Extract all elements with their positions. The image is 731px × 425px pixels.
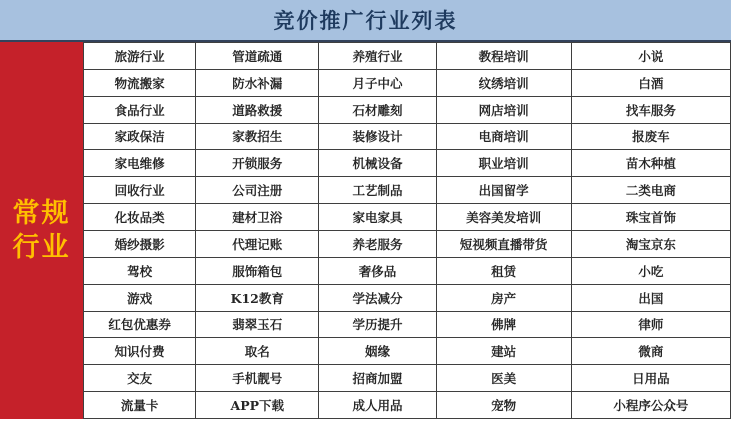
table-cell: 机械设备 <box>319 150 436 177</box>
table-cell: 翡翠玉石 <box>196 312 319 339</box>
table-cell: 学法减分 <box>319 285 436 312</box>
table-cell: 管道疏通 <box>196 43 319 70</box>
table-cell: 小吃 <box>572 258 731 285</box>
table-cell: 月子中心 <box>319 70 436 97</box>
table-cell: 取名 <box>196 338 319 365</box>
table-cell: 短视频直播带货 <box>437 231 572 258</box>
table-cell: 微商 <box>572 338 731 365</box>
table-cell: 道路救援 <box>196 97 319 124</box>
table-cell: 流量卡 <box>84 392 196 419</box>
table-cell: APP下载 <box>196 392 319 419</box>
sidebar-category <box>0 42 83 419</box>
bottom-margin <box>0 419 731 425</box>
table-cell: 工艺制品 <box>319 177 436 204</box>
table-cell: 宠物 <box>437 392 572 419</box>
table-cell: 小程序公众号 <box>572 392 731 419</box>
table-cell: 家政保洁 <box>84 124 196 151</box>
table-cell: 成人用品 <box>319 392 436 419</box>
table-cell: 化妆品类 <box>84 204 196 231</box>
table-cell: 美容美发培训 <box>437 204 572 231</box>
table-cell: 回收行业 <box>84 177 196 204</box>
table-cell: 建站 <box>437 338 572 365</box>
table-cell: 淘宝京东 <box>572 231 731 258</box>
table-cell: 医美 <box>437 365 572 392</box>
table-cell: 旅游行业 <box>84 43 196 70</box>
table-cell: K12教育 <box>196 285 319 312</box>
table-cell: 游戏 <box>84 285 196 312</box>
table-cell: 食品行业 <box>84 97 196 124</box>
table-cell: 招商加盟 <box>319 365 436 392</box>
table-cell: 出国 <box>572 285 731 312</box>
table-cell: 石材雕刻 <box>319 97 436 124</box>
table-cell: 白酒 <box>572 70 731 97</box>
table-cell: 职业培训 <box>437 150 572 177</box>
table-cell: 防水补漏 <box>196 70 319 97</box>
table-cell: 知识付费 <box>84 338 196 365</box>
table-cell: 纹绣培训 <box>437 70 572 97</box>
industry-table <box>83 42 731 419</box>
table-cell: 苗木种植 <box>572 150 731 177</box>
table-cell: 家电家具 <box>319 204 436 231</box>
table-cell: 物流搬家 <box>84 70 196 97</box>
table-cell: 二类电商 <box>572 177 731 204</box>
page-header <box>0 0 731 42</box>
table-cell: 找车服务 <box>572 97 731 124</box>
table-cell: 养殖行业 <box>319 43 436 70</box>
table-cell: 佛牌 <box>437 312 572 339</box>
table-cell: 公司注册 <box>196 177 319 204</box>
table-cell: 手机靓号 <box>196 365 319 392</box>
table-cell: 家电维修 <box>84 150 196 177</box>
table-cell: 电商培训 <box>437 124 572 151</box>
sidebar-label-line2: 行业 <box>12 231 71 263</box>
table-cell: 红包优惠券 <box>84 312 196 339</box>
table-cell: 房产 <box>437 285 572 312</box>
table-cell: 家教招生 <box>196 124 319 151</box>
table-cell: 驾校 <box>84 258 196 285</box>
table-cell: 姻缘 <box>319 338 436 365</box>
table-cell: 律师 <box>572 312 731 339</box>
table-cell: 网店培训 <box>437 97 572 124</box>
page-title: 竞价推广行业列表 <box>273 8 458 33</box>
table-cell: 服饰箱包 <box>196 258 319 285</box>
table-cell: 租赁 <box>437 258 572 285</box>
table-cell: 出国留学 <box>437 177 572 204</box>
table-cell: 珠宝首饰 <box>572 204 731 231</box>
table-cell: 奢侈品 <box>319 258 436 285</box>
table-cell: 小说 <box>572 43 731 70</box>
table-cell: 婚纱摄影 <box>84 231 196 258</box>
table-cell: 教程培训 <box>437 43 572 70</box>
sidebar-category-label <box>13 197 71 265</box>
table-cell: 开锁服务 <box>196 150 319 177</box>
table-cell: 日用品 <box>572 365 731 392</box>
table-cell: 装修设计 <box>319 124 436 151</box>
sidebar-label-line1: 常规 <box>12 197 71 229</box>
table-cell: 养老服务 <box>319 231 436 258</box>
table-cell: 交友 <box>84 365 196 392</box>
table-cell: 代理记账 <box>196 231 319 258</box>
content-area <box>0 42 731 419</box>
table-cell: 学历提升 <box>319 312 436 339</box>
table-cell: 报废车 <box>572 124 731 151</box>
table-cell: 建材卫浴 <box>196 204 319 231</box>
